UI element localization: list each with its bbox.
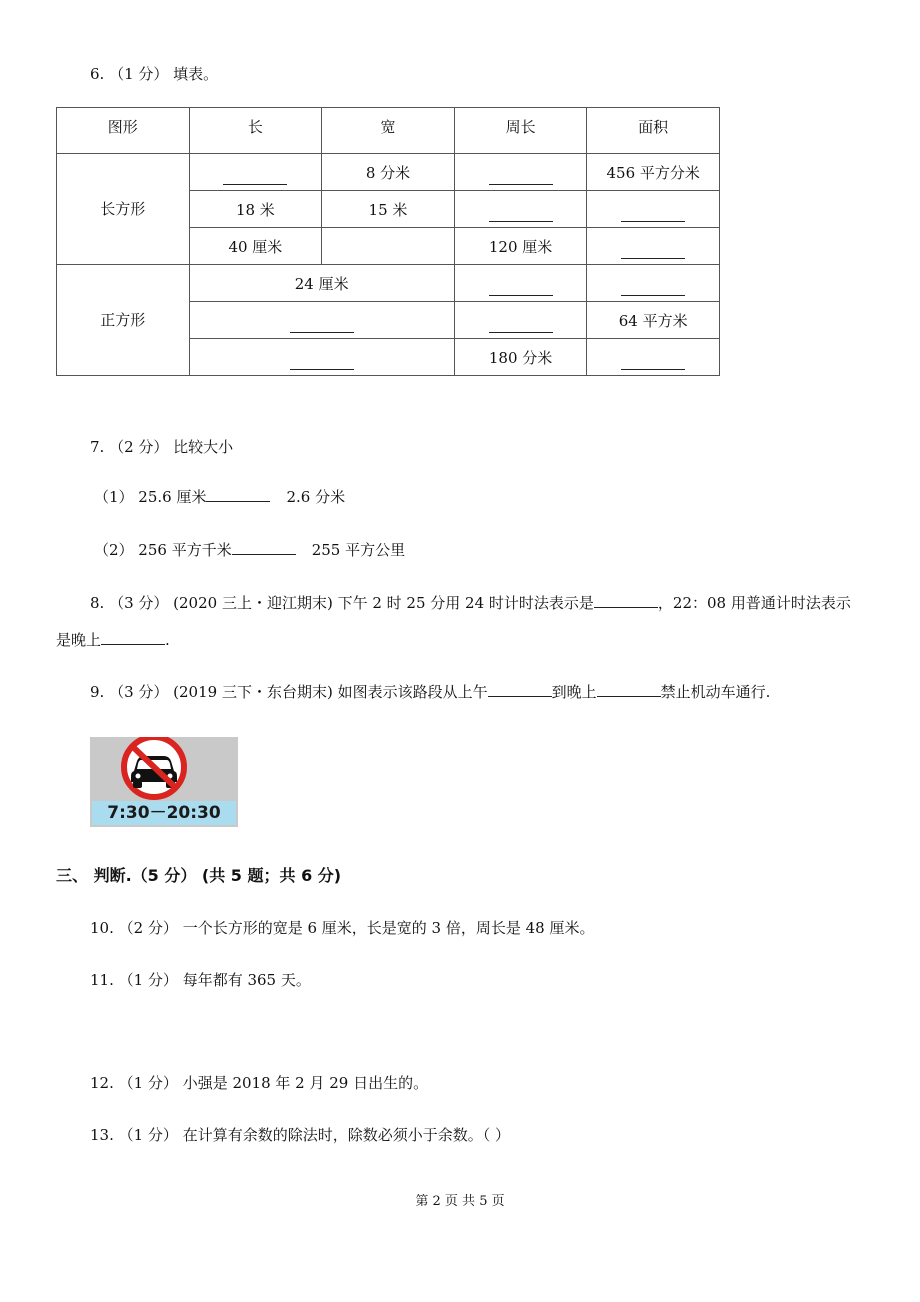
question-6-header: 6. （1 分） 填表。: [90, 65, 219, 83]
question-9: [90, 682, 770, 702]
q7-part2-left: （2） 256 平方千米: [94, 541, 232, 559]
answer-blank[interactable]: [454, 154, 587, 191]
question-13: 13. （1 分） 在计算有余数的除法时，除数必须小于余数。（ ）: [90, 1126, 510, 1144]
answer-blank[interactable]: [101, 630, 165, 645]
table-header-shape: 图形: [57, 108, 190, 154]
fill-in-table: [56, 107, 720, 376]
q9-text-b: 到晚上: [551, 683, 597, 701]
answer-blank[interactable]: [587, 191, 720, 228]
answer-blank[interactable]: [587, 339, 720, 376]
q7-part2-right: 255 平方公里: [311, 541, 406, 559]
question-7-header: 7. （2 分） 比较大小: [90, 438, 234, 456]
table-cell: 456 平方分米: [587, 154, 720, 191]
answer-blank[interactable]: [587, 265, 720, 302]
section-3-title: 三、 判断.（5 分） (共 5 题；共 6 分): [56, 866, 342, 885]
q9-text-a: 9. （3 分） (2019 三下・东台期末) 如图表示该路段从上午: [90, 683, 488, 701]
question-11: 11. （1 分） 每年都有 365 天。: [90, 971, 311, 989]
table-cell: 64 平方米: [587, 302, 720, 339]
q8-text-d: .: [165, 631, 170, 649]
answer-blank[interactable]: [189, 339, 454, 376]
answer-blank[interactable]: [189, 154, 322, 191]
question-7-part-1: [94, 487, 345, 507]
question-8-line-2: [56, 630, 170, 650]
q8-text-a: 8. （3 分） (2020 三上・迎江期末) 下午 2 时 25 分用 24 时计时法表示是: [90, 594, 594, 612]
no-motor-vehicle-sign: [90, 737, 238, 827]
table-cell: 8 分米: [322, 154, 455, 191]
q7-part1-left: （1） 25.6 厘米: [94, 488, 207, 506]
q8-text-b: ，22：08 用普通计时法表示: [657, 594, 851, 612]
answer-blank[interactable]: [206, 487, 270, 502]
question-12: 12. （1 分） 小强是 2018 年 2 月 29 日出生的。: [90, 1074, 429, 1092]
q9-text-c: 禁止机动车通行.: [660, 683, 771, 701]
answer-blank[interactable]: [454, 191, 587, 228]
table-header-area: 面积: [587, 108, 720, 154]
answer-blank[interactable]: [232, 540, 296, 555]
answer-blank[interactable]: [597, 682, 661, 697]
sign-time-label: 7:30－20:30: [92, 801, 236, 825]
q7-part1-right: 2.6 分米: [286, 488, 346, 506]
table-cell: 180 分米: [454, 339, 587, 376]
table-cell-empty: [322, 228, 455, 265]
question-8-line-1: [90, 593, 851, 613]
table-cell: 120 厘米: [454, 228, 587, 265]
table-cell: 24 厘米: [189, 265, 454, 302]
table-cell: 18 米: [189, 191, 322, 228]
answer-blank[interactable]: [488, 682, 552, 697]
answer-blank[interactable]: [454, 265, 587, 302]
table-cell: 40 厘米: [189, 228, 322, 265]
answer-blank[interactable]: [594, 593, 658, 608]
square-label: 正方形: [57, 265, 190, 376]
table-header-width: 宽: [322, 108, 455, 154]
rectangle-label: 长方形: [57, 154, 190, 265]
table-header-length: 长: [189, 108, 322, 154]
page-footer: 第 2 页 共 5 页: [415, 1194, 505, 1209]
no-car-icon: [90, 737, 238, 803]
q8-text-c: 是晚上: [56, 631, 102, 649]
answer-blank[interactable]: [454, 302, 587, 339]
question-10: 10. （2 分） 一个长方形的宽是 6 厘米，长是宽的 3 倍，周长是 48 厘米。: [90, 919, 595, 937]
answer-blank[interactable]: [189, 302, 454, 339]
answer-blank[interactable]: [587, 228, 720, 265]
table-header-perimeter: 周长: [454, 108, 587, 154]
question-7-part-2: [94, 540, 405, 560]
table-cell: 15 米: [322, 191, 455, 228]
